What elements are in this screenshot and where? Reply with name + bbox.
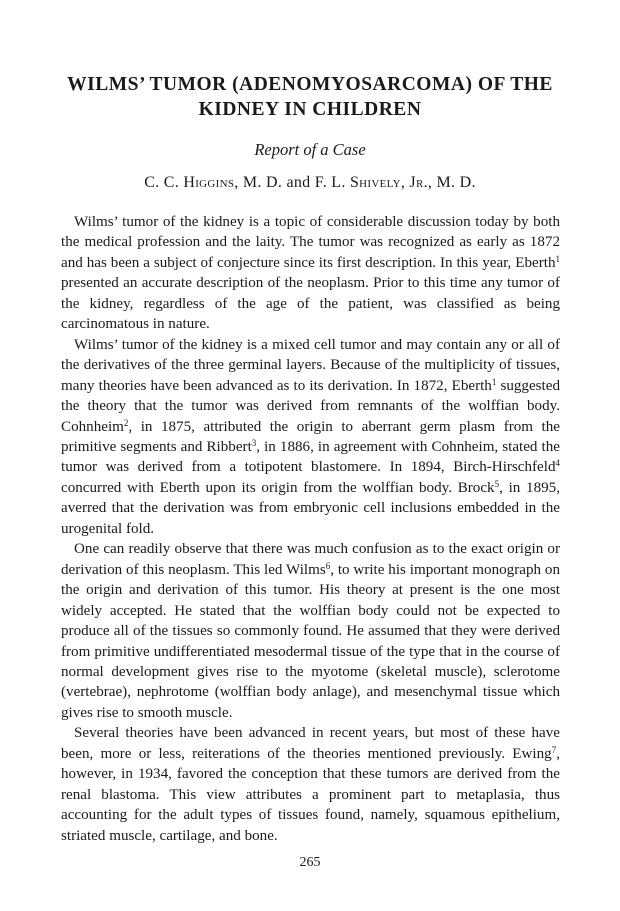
paragraph-2 (61, 335, 560, 540)
paragraph-text: , to write his important monograph on the origin and derivation of this tumor. His theory at present is the one most widely accepted. He stated that the wolffian body could not be expected to produce all of the tissues so commonly found. He assumed that they were derived from primitive undifferentiated mesodermal tissue of the type that in the course of normal development gives rise to the myotome (skeletal muscle), sclerotome (vertebrae), nephrotome (wolffian body anlage), and mesenchymal tissue which gives rise to smooth muscle. (61, 561, 560, 721)
reference-marker: 1 (555, 253, 560, 264)
paragraph-1 (61, 212, 560, 335)
author-1-surname: Higgins (183, 174, 235, 191)
paragraph-text: concurred with Eberth upon its origin from the wolffian body. Brock (61, 479, 495, 496)
paragraph-3 (61, 539, 560, 723)
article-subtitle: Report of a Case (254, 140, 366, 159)
author-line (0, 174, 620, 192)
page-number: 265 (299, 855, 321, 870)
reference-marker: 6 (325, 560, 331, 571)
author-1-degree: , M. D. and F. L. (234, 174, 350, 191)
paragraph-text: suggested the theory that the tumor was derived from remnants of the wolffian body. Cohnheim (61, 377, 560, 435)
reference-marker: 5 (494, 478, 500, 489)
author-2-suffix: , Jr. (400, 174, 428, 191)
paragraph-4 (61, 723, 560, 846)
title-line-1: WILMS’ TUMOR (ADENOMYOSARCOMA) OF THE (67, 74, 553, 95)
paragraph-text: One can readily observe that there was much confusion as to the exact origin or derivation of this neoplasm. This led Wilms (61, 541, 560, 578)
reference-marker: 7 (551, 744, 557, 755)
reference-marker: 1 (491, 376, 497, 387)
author-2-degree: , M. D. (427, 174, 476, 191)
article-title (60, 72, 560, 122)
author-1-initials: C. C. (144, 174, 184, 191)
paragraph-text: Wilms’ tumor of the kidney is a topic of considerable discussion today by both the medical profession and the laity. The tumor was recognized as early as 1872 and has been a subject of conjecture since its first description. In this year, Eberth (61, 214, 560, 271)
paragraph-text: , however, in 1934, favored the conception that these tumors are derived from the renal blastoma. This view attributes a prominent part to metaplasia, thus accounting for the adult types of tissues found, namely, squamous epithelium, striated muscle, cartilage, and bone. (61, 745, 560, 844)
paragraph-text: , in 1875, attributed the origin to aberrant germ plasm from the primitive segments and Ribbert (61, 418, 560, 455)
author-2-surname: Shively (349, 174, 401, 191)
reference-marker: 4 (555, 458, 560, 469)
paragraph-text: Several theories have been advanced in recent years, but most of these have been, more or less, reiterations of the theories mentioned previously. Ewing (61, 725, 560, 762)
paragraph-text: , in 1886, in agreement with Cohnheim, stated the tumor was derived from a totipotent blastomere. In 1894, Birch-Hirschfeld (61, 438, 560, 476)
reference-marker: 3 (251, 437, 257, 448)
reference-marker: 2 (123, 417, 129, 428)
paragraph-text: Wilms’ tumor of the kidney is a mixed cell tumor and may contain any or all of the derivatives of the three germinal layers. Because of the multiplicity of tissues, many theories have been advanced as to its derivation. In 1872, Eberth (61, 336, 560, 394)
paragraph-text: presented an accurate description of the neoplasm. Prior to this time any tumor of the kidney, regardless of the age of the patient, was classified as being carcinomatous in nature. (61, 275, 560, 333)
title-line-2: KIDNEY IN CHILDREN (198, 99, 422, 120)
article-body (61, 212, 560, 846)
paragraph-text: , in 1895, averred that the derivation was from embryonic cell inclusions embedded in the urogenital fold. (61, 479, 560, 537)
